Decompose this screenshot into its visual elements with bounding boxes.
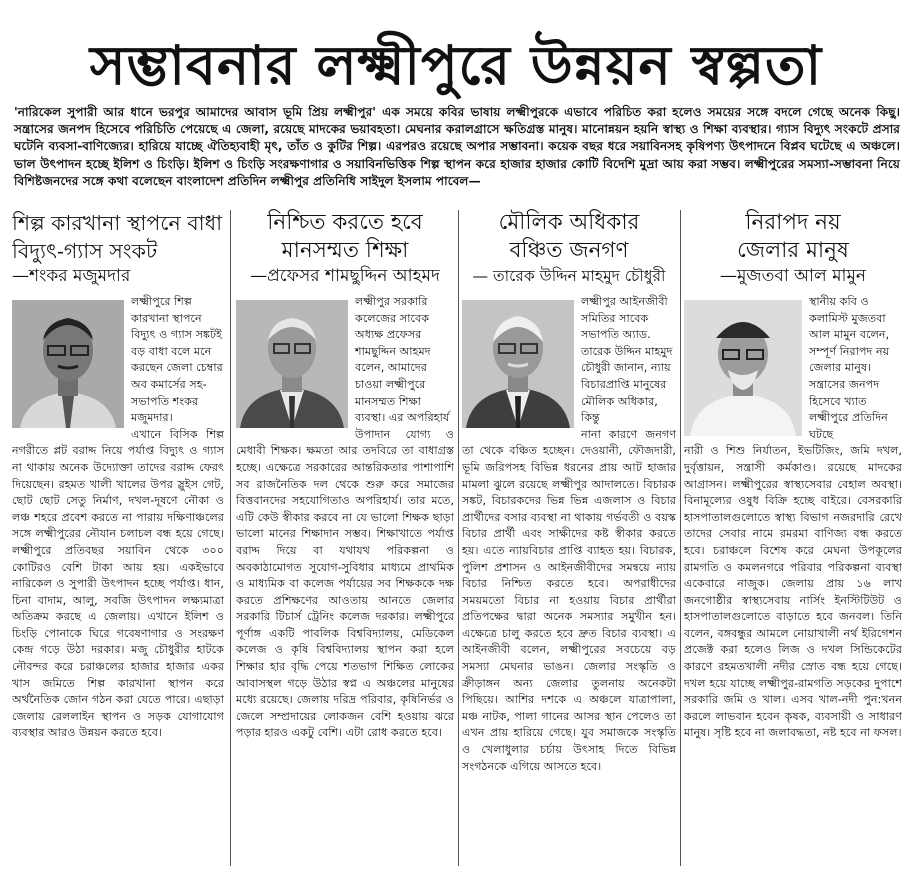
lead-text: লক্ষ্মীপুর আইনজীবী সমিতির সাবেক সভাপতি অ্যাড. তারেক উদ্দিন মাহমুদ চৌধুরী জানান, ন্যায় বিচারপ্রাপ্তি মানুষের মৌলিক অধিকার, কিন্তু bbox=[581, 295, 673, 425]
portrait-photo bbox=[462, 300, 574, 428]
column-shamsuddin bbox=[236, 208, 454, 868]
column-divider bbox=[680, 210, 681, 866]
body-text: নারী ও শিশু নির্যাতন, ইভটিজিং, জমি দখল, দুর্বৃত্তায়ন, সন্ত্রাসী কর্মকাণ্ড। রয়েছে মাদকের আগ্রাসন। লক্ষ্মীপুরের স্বাস্থ্যসেবার বেহাল অবস্থা। বিনামূল্যের ওষুধ বিক্রি হচ্ছে বাইরে। বেসরকারি হাসপাতালগুলোতে স্বাস্থ্য বিভাগ নজরদারি রেখে তাদের সেবার নামে রমরমা বাণিজ্য বন্ধ করতে হবে। চরাঞ্চলে বিশেষ করে মেঘনা উপকূলের রামগতি ও কমলনগরে পরিবার পরিকল্পনা ব্যবস্থা একেবারে নাজুক। জেলায় প্রায় ১৬ লাখ জনগোষ্ঠীর স্বাস্থ্যসেবায় নার্সিং ইনস্টিটিউট ও হাসপাতালগুলোতে বাড়াতে হবে জনবল। তিনি বলেন, বঙ্গবন্ধুর আমলে নোয়াখালী নর্থ ইরিগেশন প্রজেক্ট করা হলেও লিজ ও দখল সিন্ডিকেটের কারণে রহমতখালী নদীর স্রোত বন্ধ হয়ে গেছে। দখল হয়ে যাচ্ছে লক্ষ্মীপুর-রামগতি সড়কের দুপাশে সরকারি জমি ও খাল। এসব খাল-নদী পুন:খনন করলে লাভবান হবেন কৃষক, ব্যবসায়ী ও সাধারণ মানুষ। সৃষ্টি হবে না জলাবদ্ধতা, নষ্ট হবে না ফসল। bbox=[684, 444, 902, 740]
intro-paragraph: 'নারিকেল সুপারী আর ধানে ভরপুর আমাদের আবাস ভূমি প্রিয় লক্ষ্মীপুর' এক সময়ে কবির ভাষায় লক্ষ্মীপুরকে এভাবে পরিচিত করা হলেও সময়ের সঙ্গে বদলে গেছে অনেক কিছু। সন্ত্রাসের জনপদ হিসেবে পরিচিতি পেয়েছে এ জেলা, রয়েছে মাদকের ভয়াবহতা। মেঘনার করালগ্রাসে ক্ষতিগ্রস্ত মানুষ। মানোন্নয়ন হয়নি স্বাস্থ্য ও শিক্ষা ব্যবস্থার। গ্যাস বিদ্যুৎ সংকটে প্রসার ঘটেনি ব্যবসা-বাণিজ্যের। হারিয়ে যাচ্ছে ঐতিহ্যবাহী মৃৎ, তাঁত ও কুটির শিল্প। এরপরও রয়েছে অপার সম্ভাবনা। কয়েক বছর ধরে সয়াবিনসহ কৃষিপণ্য উৎপাদনে বিপ্লব ঘটেছে এ অঞ্চলে। ভাল উৎপাদন হচ্ছে ইলিশ ও চিংড়ি। ইলিশ ও চিংড়ি সংরক্ষণাগার ও সয়াবিনভিত্তিক শিল্প স্থাপন করে হাজার হাজার কোটি বিদেশি মুদ্রা আয় করা সম্ভব। লক্ষ্মীপুরের সমস্যা-সম্ভাবনা নিয়ে বিশিষ্টজনদের সঙ্গে কথা বলেছেন বাংলাদেশ প্রতিদিন লক্ষ্মীপুর প্রতিনিধি সাইদুল ইসলাম পাবেল— bbox=[14, 105, 900, 188]
byline: —শংকর মজুমদার bbox=[12, 266, 131, 286]
byline: —প্রফেসর শামছুদ্দিন আহমদ bbox=[250, 266, 440, 286]
lead-text: লক্ষ্মীপুর সরকারি কলেজের সাবেক অধ্যক্ষ প্রফেসর শামছুদ্দিন আহমদ বলেন, আমাদের চাওয়া লক্ষ্মীপুরে মানসম্মত শিক্ষা ব্যবস্থা। এর অপরিহার্য bbox=[355, 295, 450, 425]
portrait-photo bbox=[684, 300, 802, 436]
byline: —মুজতবা আল মামুন bbox=[719, 266, 867, 286]
body-text: নানা কারণে জনগণ তা থেকে বঞ্চিত হচ্ছেন। দেওয়ানী, ফৌজদারী, ভূমি জরিপসহ বিভিন্ন ধরনের প্রায় আট হাজার মামলা ঝুলে রয়েছে লক্ষ্মীপুর আদালতে। বিচারক সঙ্কট, বিচারকদের ভিন্ন ভিন্ন এজলাস ও বিচার প্রার্থীদের বসার ব্যবস্থা না থাকায় গর্ভবতী ও বয়স্ক বিচার প্রার্থী এবং সাক্ষীদের কষ্ট স্বীকার করতে হয়। এতে ন্যায়বিচার প্রাপ্তি ব্যাহত হয়। বিচারক, পুলিশ প্রশাসন ও আইনজীবীদের সমন্বয়ে ন্যায় বিচার নিশ্চিত করতে হবে। অপরাধীদের সময়মতো বিচার না হওয়ায় বিচার প্রার্থীরা প্রতিপক্ষের দ্বারা অনেক সমস্যার সমুখীন হন। এক্ষেত্রে চালু করতে হবে দ্রুত বিচার ব্যবস্থা। এ আইনজীবী বলেন, লক্ষ্মীপুরের সবচেয়ে বড় সমস্যা মেঘনার ভাঙন। জেলার সংস্কৃতি ও ক্রীড়াঙ্গন অন্য জেলার তুলনায় অনেকটা পিছিয়ে। আশির দশকে এ অঞ্চলে যাত্রাপালা, মঞ্চ নাটক, পালা গানের আসর স্থান পেলেও তা এখন প্রায় হারিয়ে গেছে। যুব সমাজকে সংস্কৃতি ও খেলাধুলার চর্চায় উৎসাহ দিতে বিভিন্ন সংগঠনকে এগিয়ে আসতে হবে। bbox=[462, 427, 676, 773]
column-mamun bbox=[684, 208, 902, 868]
byline: — তারেক উদ্দিন মাহমুদ চৌধুরী bbox=[472, 267, 666, 285]
column-title: বঞ্চিত জনগণ bbox=[509, 238, 629, 263]
column-tarek bbox=[462, 208, 676, 868]
lead-text: স্থানীয় কবি ও কলামিস্ট মুজতবা আল মামুন বলেন, সম্পূর্ণ নিরাপদ নয় জেলার মানুষ। সন্ত্রাসের জনপদ হিসেবে খ্যাত লক্ষ্মীপুরে প্রতিদিন ঘটছে bbox=[809, 295, 890, 441]
column-title: শিল্প কারখানা স্থাপনে বাধা bbox=[12, 211, 223, 235]
column-title: মৌলিক অধিকার bbox=[498, 210, 640, 235]
headline: সম্ভাবনার লক্ষ্মীপুরে উন্নয়ন স্বল্পতা bbox=[89, 33, 823, 97]
column-title: জেলার মানুষ bbox=[737, 238, 849, 263]
column-divider bbox=[458, 210, 459, 866]
body-text: উপাদান যোগ্য ও মেধাবী শিক্ষক। ক্ষমতা আর তদবিরে তা বাধাগ্রস্ত হচ্ছে। এক্ষেত্রে সরকারের আন্তরিকতার পাশাপাশি সব রাজনৈতিক দল থেকে শুরু করে সমাজের বিত্তবানদের সহযোগিতাও অপরিহার্য। তার মতে, এটি কেউ স্বীকার করবে না যে ভালো শিক্ষক ছাড়া ভালো মানের শিক্ষাদান সম্ভব। শিক্ষাখাতে পর্যাপ্ত বরাদ্দ দিয়ে বা যথাযথ পরিকল্পনা ও অবকাঠামোগত সুযোগ-সুবিধার মাধ্যমে প্রাথমিক ও মাধ্যমিক বা কলেজ পর্যায়ের সব শিক্ষককে দক্ষ করতে প্রশিক্ষণের আওতায় আনতে জেলার সরকারি টিচার্স ট্রেনিং কলেজ দরকার। লক্ষ্মীপুরে পূর্ণাঙ্গ একটি পাবলিক বিশ্ববিদ্যালয়, মেডিকেল কলেজ ও কৃষি বিশ্ববিদ্যালয় স্থাপন করা হলে শিক্ষার হার বৃদ্ধি পেয়ে শতভাগ শিক্ষিত লোকের আবাসস্থল গড়ে উঠার স্বপ্ন এ অঞ্চলের মানুষের মধ্যে রয়েছে। জেলায় দরিদ্র পরিবার, কৃষিনির্ভর ও জেলে সম্প্রদায়ের লোকজন বেশি হওয়ায় ঝরে পড়ার হারও একটু বেশি। এটা রোধ করতে হবে। bbox=[236, 427, 454, 740]
lead-text: লক্ষ্মীপুরে শিল্প কারখানা স্থাপনে বিদ্যুৎ ও গ্যাস সঙ্কটই বড় বাধা বলে মনে করছেন জেলা চেম্বার অব কমার্সের সহ-সভাপতি শংকর মজুমদার। bbox=[131, 295, 223, 425]
column-title: মানসম্মত শিক্ষা bbox=[281, 238, 409, 263]
portrait-photo bbox=[236, 300, 348, 428]
column-title: নিরাপদ নয় bbox=[745, 210, 841, 235]
column-divider bbox=[230, 210, 231, 866]
column-shankar bbox=[12, 208, 224, 868]
body-text: এখানে বিসিক শিল্প নগরীতে প্লট বরাদ্দ নিয়ে পর্যাপ্ত বিদ্যুৎ ও গ্যাস না থাকায় অনেক উদ্যোক্তা তাদের বরাদ্দ ফেরৎ দিয়েছেন। রহমত খালী খালের উপর স্লুইস গেট, ছোট ছোট সেতু নির্মাণ, দখল-দূষণে নৌকা ও লঞ্চ শহরে প্রবেশ করতে না পারায় দক্ষিণাঞ্চলের সঙ্গে লক্ষ্মীপুরের নৌযান চলাচল বন্ধ হয়ে গেছে। লক্ষ্মীপুরে প্রতিবছর সয়াবিন থেকে ৩০০ কোটিরও বেশি টাকা আয় হয়। একইভাবে নারিকেল ও সুপারী উৎপাদন হচ্ছে পর্যাপ্ত। ধান, চিনা বাদাম, আলু, সবজি উৎপাদন লক্ষ্যমাত্রা অতিক্রম করছে এ জেলায়। এখানে ইলিশ ও চিংড়ি পোনাকে ঘিরে গবেষণাগার ও সংরক্ষণ কেন্দ্র গড়ে উঠা দরকার। মজু চৌধুরীর হাটকে নৌবন্দর করে চরাঞ্চলের হাজার হাজার একর খাস জমিতে শিল্প কারখানা স্থাপন করে অর্থনৈতিক জোন গঠন করা যেতে পারে। এছাড়া জেলায় রেললাইন স্থাপন ও সড়ক যোগাযোগ ব্যবস্থার আরও উন্নয়ন করতে হবে। bbox=[12, 427, 224, 740]
column-title: বিদ্যুৎ-গ্যাস সংকট bbox=[12, 239, 158, 263]
portrait-photo bbox=[12, 300, 124, 428]
column-title: নিশ্চিত করতে হবে bbox=[267, 210, 423, 235]
